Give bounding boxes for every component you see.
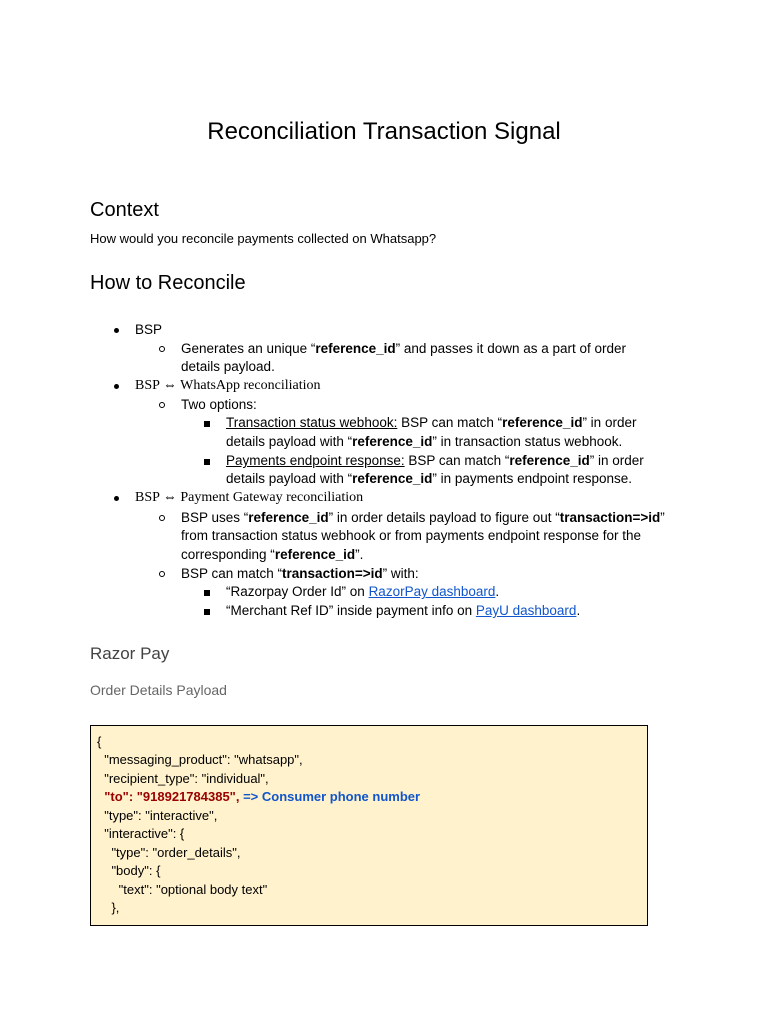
code-block [90,725,648,926]
list-item-continuation: details payload with “reference_id” in payments endpoint response. [226,471,632,486]
disc-bullet [114,328,119,333]
disc-bullet [114,384,119,389]
list-item-bsp-uses-reference: BSP uses “reference_id” in order details payload to figure out “transaction=>id” [181,510,665,525]
page-title: Reconciliation Transaction Signal [207,118,561,145]
list-item-continuation: from transaction status webhook or from payments endpoint response for the [181,528,641,543]
list-item-payment-gateway-reconciliation: BSP ⇔ Payment Gateway reconciliation [135,490,364,505]
list-item-transaction-webhook: Transaction status webhook: BSP can match “reference_id” in order [226,415,637,430]
context-text: How would you reconcile payments collected on Whatsapp? [90,231,437,246]
list-item-continuation: details payload. [181,359,275,374]
square-bullet [204,590,210,596]
square-bullet [204,421,210,427]
circle-bullet [159,571,165,577]
code-line: "type": "interactive", [97,808,218,823]
list-item-continuation: corresponding “reference_id”. [181,547,364,562]
list-item-merchant-ref-id: “Merchant Ref ID” inside payment info on PayU dashboard. [226,603,581,618]
code-line: "recipient_type": "individual", [97,771,269,786]
list-item-generate-reference: Generates an unique “reference_id” and passes it down as a part of order [181,341,627,356]
code-line: }, [97,900,120,915]
list-item-whatsapp-reconciliation: BSP ⇔ WhatsApp reconciliation [135,378,321,393]
list-item-bsp-match-transaction: BSP can match “transaction=>id” with: [181,566,419,581]
order-details-payload-heading: Order Details Payload [90,682,227,698]
circle-bullet [159,346,165,352]
square-bullet [204,459,210,465]
payu-dashboard-link[interactable]: PayU dashboard [475,603,577,618]
disc-bullet [114,496,119,501]
code-line: "messaging_product": "whatsapp", [97,752,303,767]
list-item-bsp: BSP [135,322,163,337]
razor-pay-heading: Razor Pay [90,644,170,663]
list-item-razorpay-order-id: “Razorpay Order Id” on RazorPay dashboard. [226,584,500,599]
list-item-payments-endpoint: Payments endpoint response: BSP can match “reference_id” in order [226,453,644,468]
square-bullet [204,609,210,615]
razorpay-dashboard-link[interactable]: RazorPay dashboard [368,584,496,599]
context-heading: Context [90,199,159,221]
list-item-continuation: details payload with “reference_id” in transaction status webhook. [226,434,623,449]
code-line: { [97,734,102,749]
circle-bullet [159,515,165,521]
code-line-to: "to": "918921784385", => Consumer phone number [97,789,421,804]
code-line: "body": { [97,863,161,878]
code-line: "type": "order_details", [97,845,241,860]
code-line: "text": "optional body text" [97,882,268,897]
code-line: "interactive": { [97,826,185,841]
circle-bullet [159,402,165,408]
how-to-reconcile-heading: How to Reconcile [90,272,246,294]
list-item-two-options: Two options: [181,397,257,412]
